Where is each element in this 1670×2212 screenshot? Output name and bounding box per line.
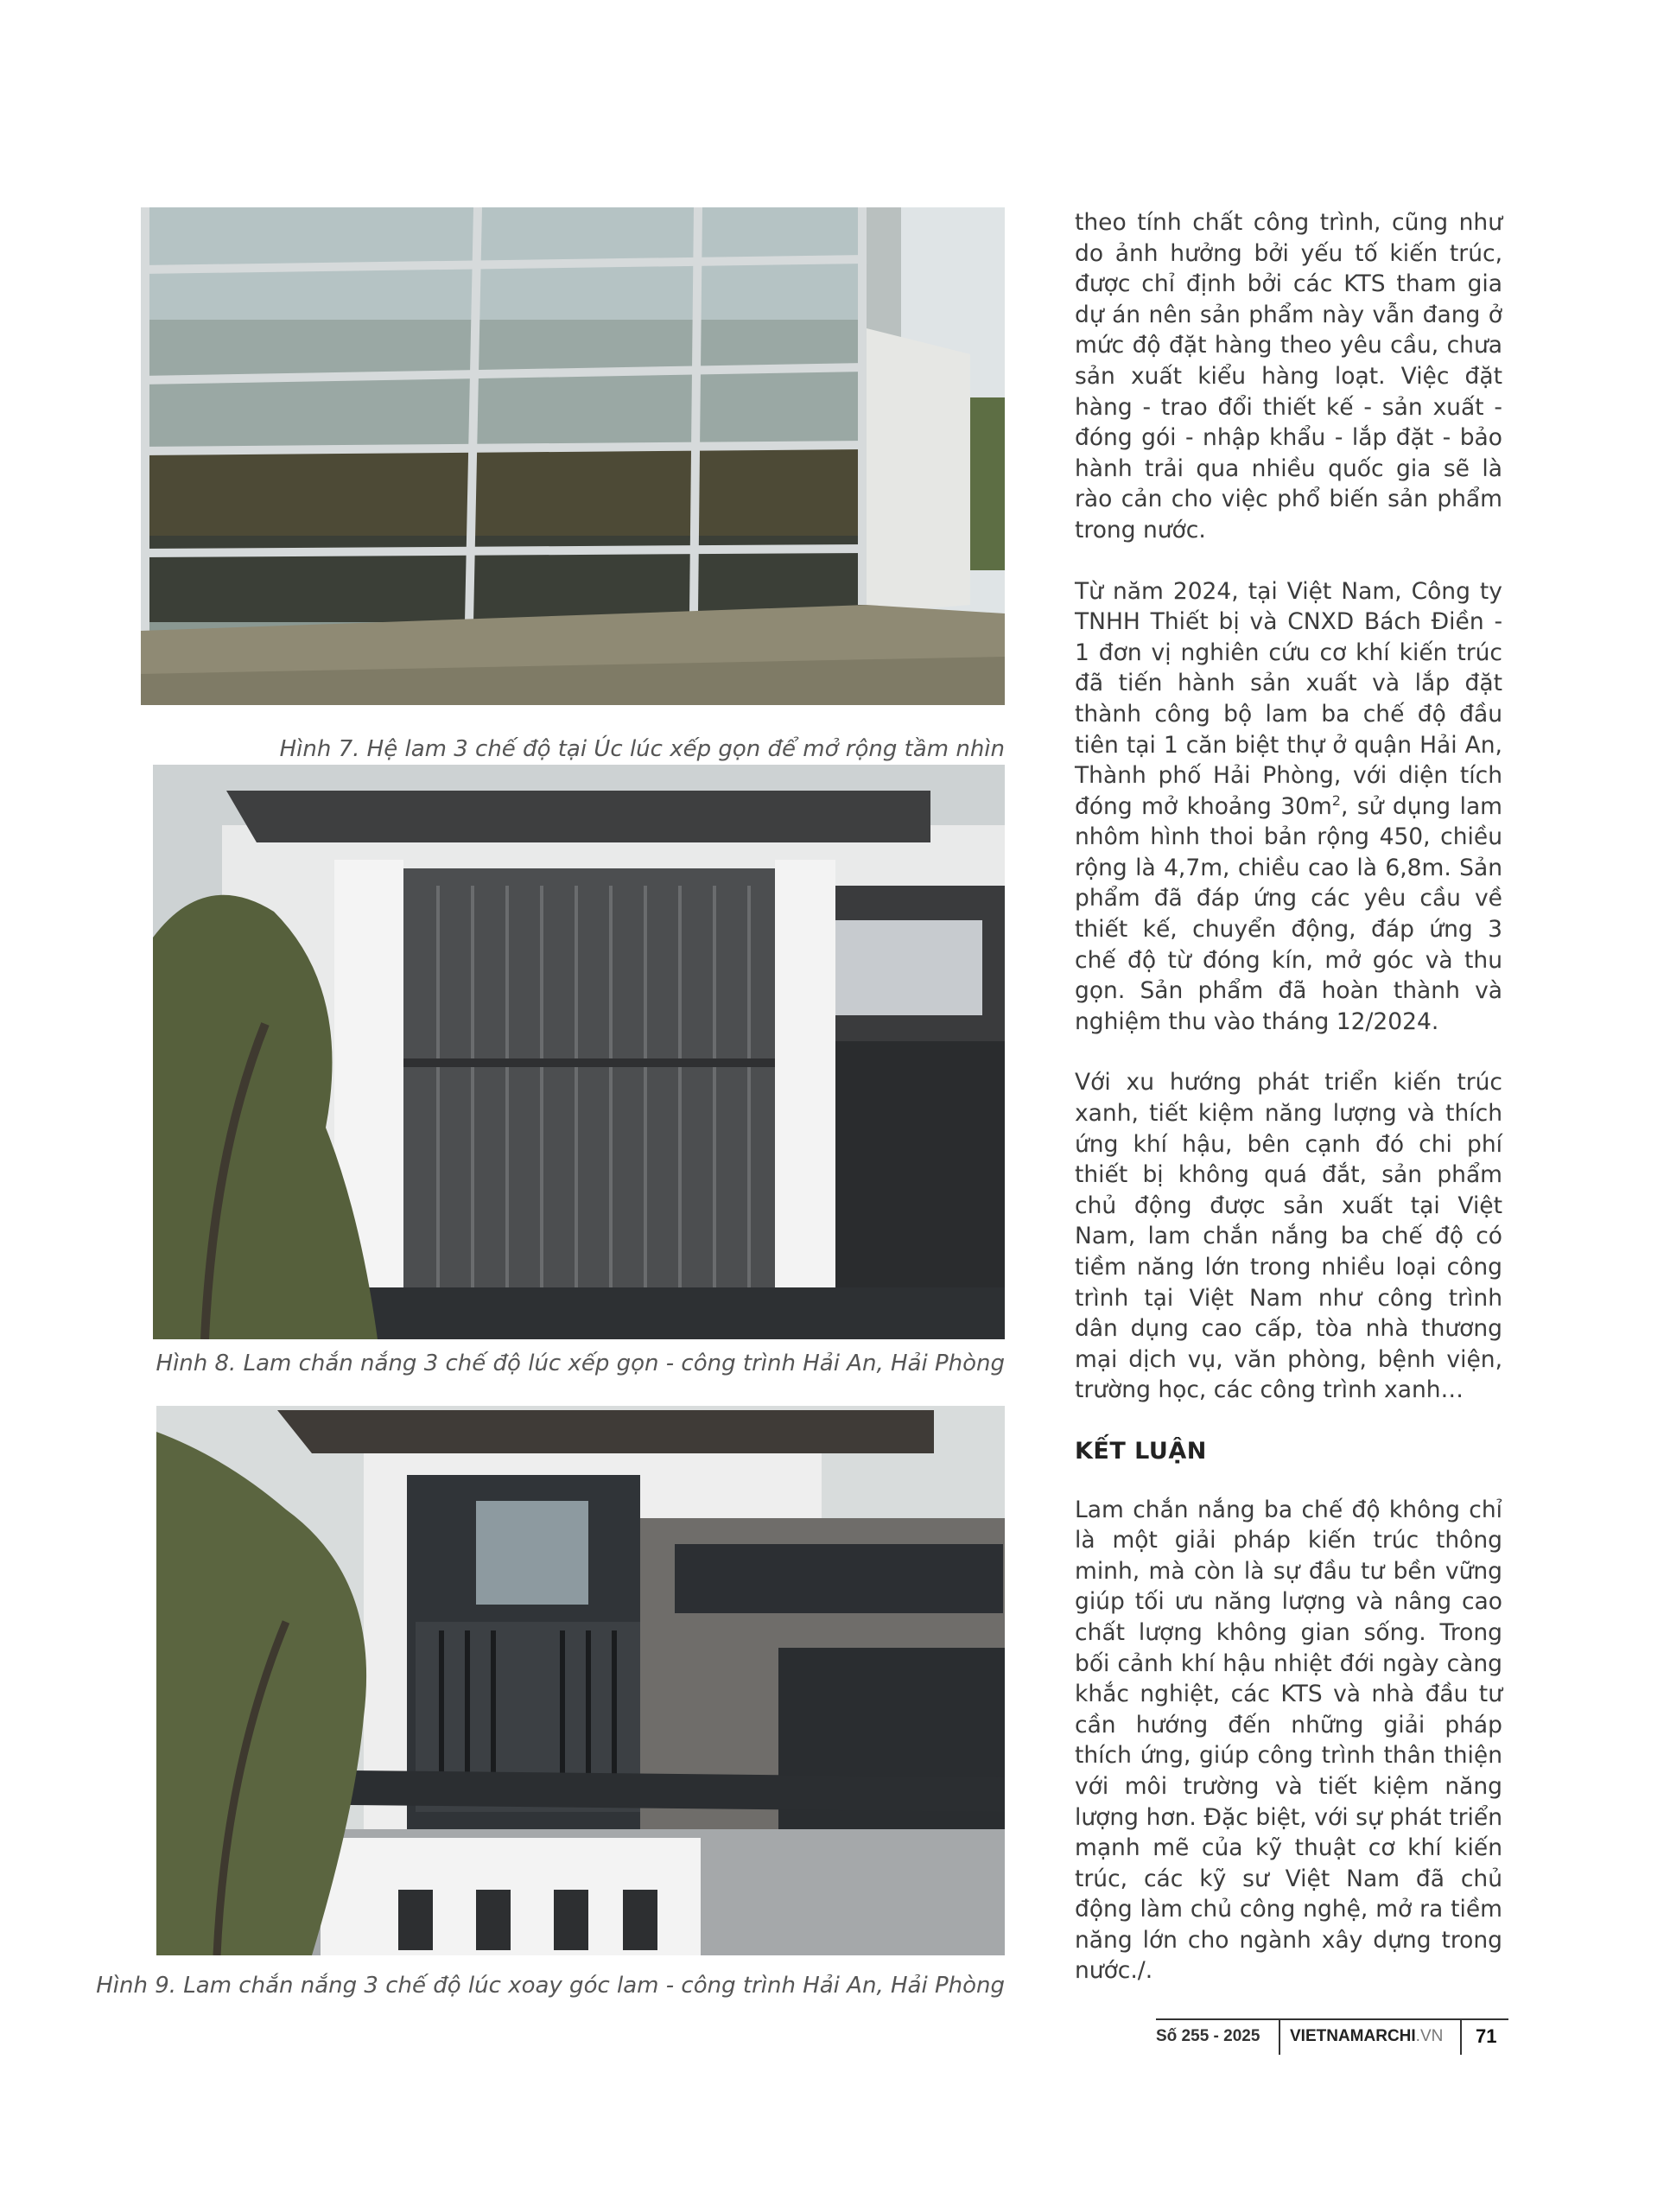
page-footer (1156, 2018, 1508, 2055)
figure-7-caption: Hình 7. Hệ lam 3 chế độ tại Úc lúc xếp gọn để mở rộng tầm nhìn (279, 736, 1005, 762)
footer-divider (1460, 2020, 1462, 2055)
site-name-main: VIETNAMARCHI (1290, 2027, 1416, 2045)
page-number: 71 (1476, 2025, 1497, 2047)
paragraph-2-part-b: , sử dụng lam nhôm hình thoi bản rộng 450, chiều rộng là 4,7m, chiều cao là 6,8m. Sản phẩm đã đáp ứng các yêu cầu về thiết kế, chuyển động, đáp ứng 3 chế độ từ đóng kín, mở góc và thu gọn. Sản phẩm đã hoàn thành và nghiệm thu vào tháng 12/2024. (1075, 792, 1502, 1035)
article-column (1075, 207, 1502, 2017)
paragraph-3: Với xu hướng phát triển kiến trúc xanh, tiết kiệm năng lượng và thích ứng khí hậu, bên cạnh đó chi phí thiết bị không quá đắt, sản phẩm chủ động được sản xuất tại Việt Nam, lam chắn nắng ba chế độ có tiềm năng lớn trong nhiều loại công trình tại Việt Nam như công trình dân dụng cao cấp, tòa nhà thương mại dịch vụ, văn phòng, bệnh viện, trường học, các công trình xanh… (1075, 1069, 1502, 1404)
footer-divider (1279, 2020, 1280, 2055)
figure-9-photo (156, 1406, 1005, 1955)
site-name-suffix: .VN (1415, 2027, 1444, 2045)
issue-number: Số 255 - 2025 (1156, 2027, 1260, 2045)
paragraph-4: Lam chắn nắng ba chế độ không chỉ là một giải pháp kiến trúc thông minh, mà còn là sự đầu tư bền vững giúp tối ưu năng lượng và nâng cao chất lượng không gian sống. Trong bối cảnh khí hậu nhiệt đới ngày càng khắc nghiệt, các KTS và nhà đầu tư cần hướng đến những giải pháp thích ứng, giúp công trình thân thiện với môi trường và tiết kiệm năng lượng hơn. Đặc biệt, với sự phát triển mạnh mẽ của kỹ thuật cơ khí kiến trúc, các kỹ sư Việt Nam đã chủ động làm chủ công nghệ, mở ra tiềm năng lớn cho ngành xây dựng trong nước./. (1075, 1496, 1502, 1985)
figure-9-caption: Hình 9. Lam chắn nắng 3 chế độ lúc xoay góc lam - công trình Hải An, Hải Phòng (96, 1973, 1005, 1999)
area-superscript: 2 (1331, 791, 1341, 809)
figure-7-photo (141, 207, 1005, 705)
figure-8-caption: Hình 8. Lam chắn nắng 3 chế độ lúc xếp gọn - công trình Hải An, Hải Phòng (156, 1351, 1005, 1376)
site-name (1290, 2027, 1443, 2046)
paragraph-2 (1075, 576, 1502, 1038)
paragraph-1: theo tính chất công trình, cũng như do ảnh hưởng bởi yếu tố kiến trúc, được chỉ định bởi các KTS tham gia dự án nên sản phẩm này vẫn đang ở mức độ đặt hàng theo yêu cầu, chưa sản xuất kiểu hàng loạt. Việc đặt hàng - trao đổi thiết kế - sản xuất - đóng gói - nhập khẩu - lắp đặt - bảo hành trải qua nhiều quốc gia sẽ là rào cản cho việc phổ biến sản phẩm trong nước. (1075, 209, 1502, 543)
figure-8-photo (153, 765, 1005, 1339)
paragraph-2-part-a: Từ năm 2024, tại Việt Nam, Công ty TNHH Thiết bị và CNXD Bách Điền - 1 đơn vị nghiên cứu cơ khí kiến trúc đã tiến hành sản xuất và lắp đặt thành công bộ lam ba chế độ đầu tiên tại 1 căn biệt thự ở quận Hải An, Thành phố Hải Phòng, với diện tích đóng mở khoảng 30m (1075, 577, 1502, 820)
section-heading: KẾT LUẬN (1075, 1437, 1207, 1465)
